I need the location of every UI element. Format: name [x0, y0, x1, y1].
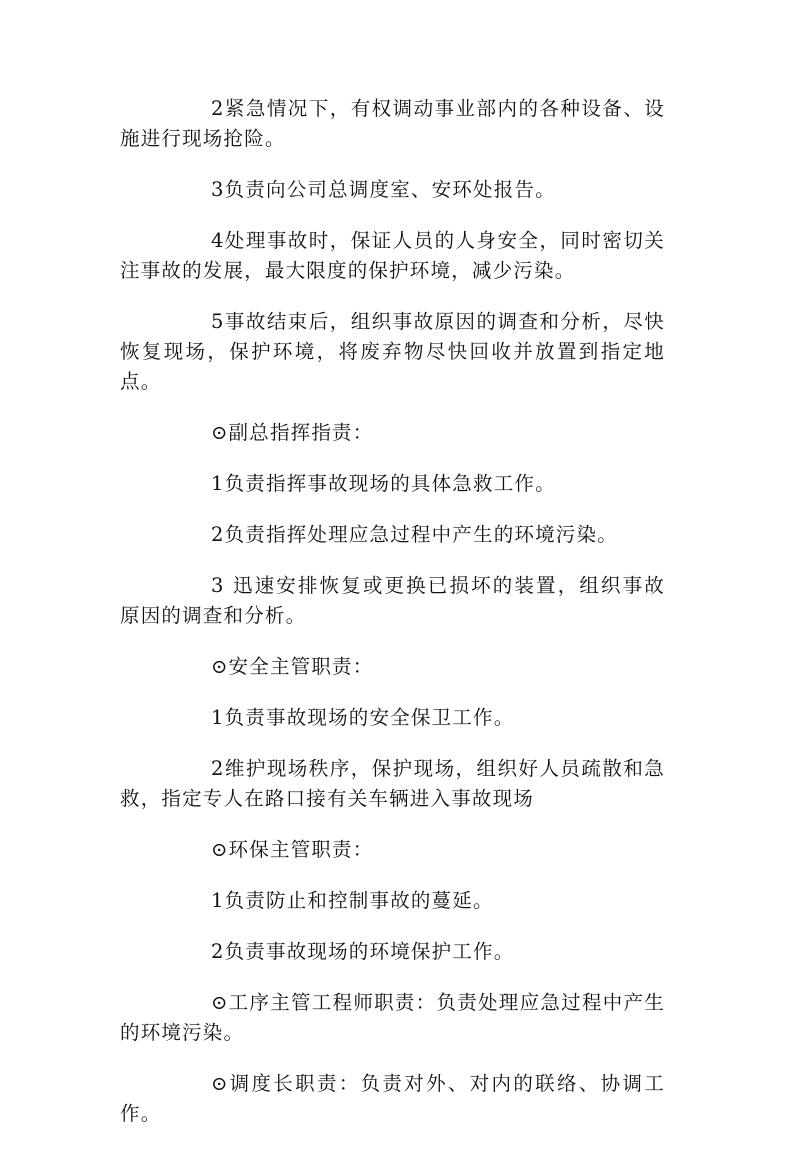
paragraph: 2紧急情况下，有权调动事业部内的各种设备、设施进行现场抢险。	[120, 97, 665, 150]
section-heading: ⊙副总指挥指责：	[211, 421, 374, 444]
section-heading: ⊙调度长职责：负责对外、对内的联络、协调工作。	[120, 1072, 665, 1125]
paragraph: 2负责事故现场的环境保护工作。	[211, 940, 515, 963]
section-heading: ⊙环保主管职责：	[211, 838, 374, 861]
paragraph: 3负责向公司总调度室、安环处报告。	[211, 178, 556, 201]
paragraph: 3 迅速安排恢复或更换已损坏的装置，组织事故原因的调查和分析。	[120, 574, 665, 627]
paragraph: 2负责指挥处理应急过程中产生的环境污染。	[211, 523, 618, 546]
paragraph: 1负责防止和控制事故的蔓延。	[211, 889, 494, 912]
section-heading: ⊙工序主管工程师职责：负责处理应急过程中产生的环境污染。	[120, 991, 665, 1044]
paragraph: 2维护现场秩序，保护现场，组织好人员疏散和急救，指定专人在路口接有关车辆进入事故现场	[120, 757, 665, 810]
paragraph: 5事故结束后，组织事故原因的调查和分析，尽快恢复现场，保护环境，将废弃物尽快回收并放置到指定地点。	[120, 310, 665, 393]
document-body	[120, 94, 665, 1150]
paragraph: 4处理事故时，保证人员的人身安全，同时密切关注事故的发展，最大限度的保护环境，减少污染。	[120, 229, 665, 282]
section-heading: ⊙安全主管职责：	[211, 655, 374, 678]
paragraph: 1负责事故现场的安全保卫工作。	[211, 706, 515, 729]
paragraph: 1负责指挥事故现场的具体急救工作。	[211, 472, 556, 495]
